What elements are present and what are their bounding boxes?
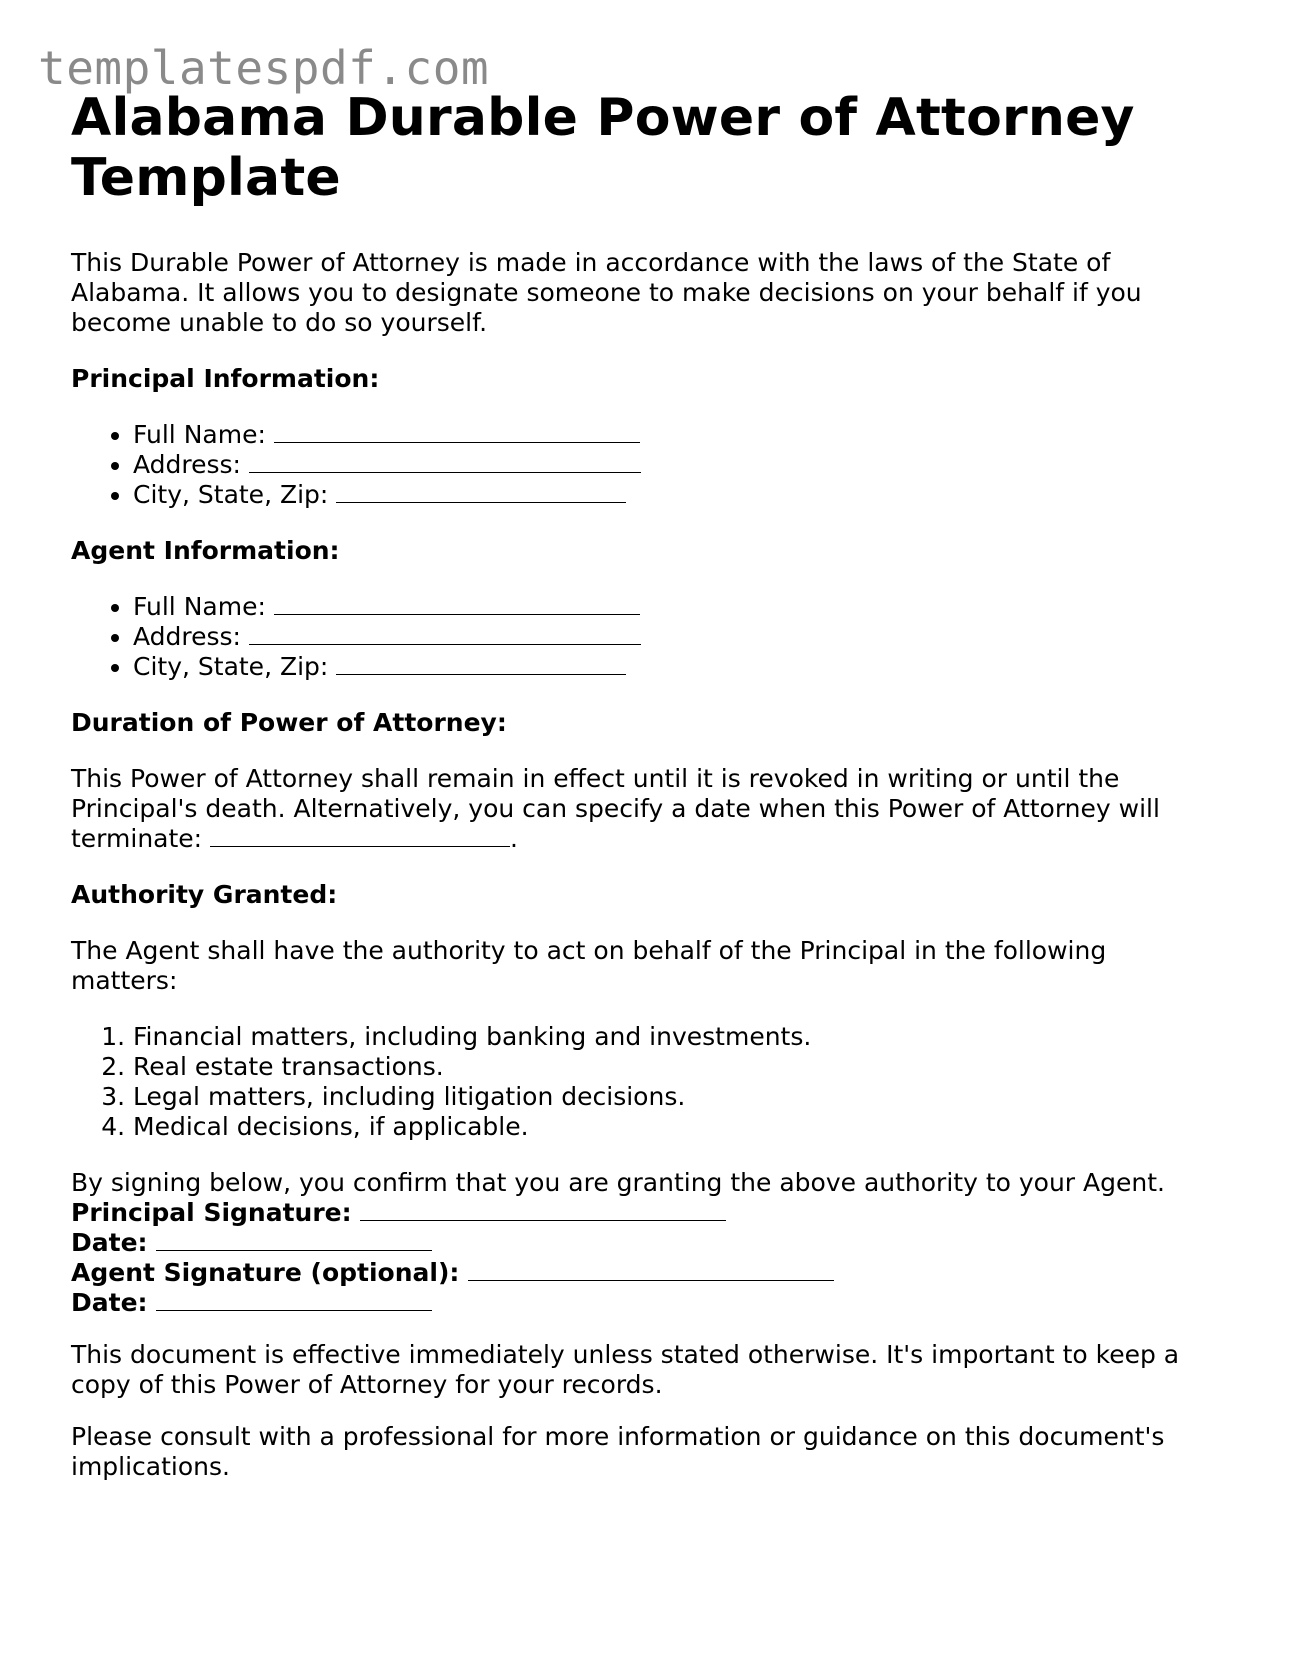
principal-address-field[interactable] [133, 450, 1231, 480]
blank-line [274, 420, 640, 443]
consult-paragraph: Please consult with a professional for more information or guidance on this document's implications. [71, 1422, 1165, 1481]
watermark: templatespdf.com [38, 41, 490, 95]
blank-line [468, 1258, 834, 1281]
blank-line [336, 652, 626, 675]
agent-full-name-field[interactable] [133, 592, 1231, 622]
authority-item: 2. Real estate transactions. [133, 1052, 1231, 1082]
authority-item: 3. Legal matters, including litigation decisions. [133, 1082, 1231, 1112]
authority-paragraph: The Agent shall have the authority to act on behalf of the Principal in the following matters: [71, 936, 1107, 995]
date-label: Date: [71, 1288, 148, 1317]
field-label: Address: [133, 450, 241, 479]
authority-item: 4. Medical decisions, if applicable. [133, 1112, 1231, 1142]
principal-date-field[interactable] [71, 1228, 1231, 1258]
blank-line [249, 450, 641, 473]
duration-heading: Duration of Power of Attorney: [71, 708, 507, 737]
principal-signature-field[interactable] [71, 1198, 1231, 1228]
field-label: Full Name: [133, 420, 266, 449]
page-title: Alabama Durable Power of Attorney Template [71, 88, 1135, 208]
principal-fields [71, 420, 1231, 510]
blank-line [249, 622, 641, 645]
principal-full-name-field[interactable] [133, 420, 1231, 450]
date-label: Date: [71, 1228, 148, 1257]
duration-text: This Power of Attorney shall remain in effect until it is revoked in writing or until the Principal's death. Alternatively, you can specify a date when this Power of Attorney will terminate: [71, 764, 1160, 853]
field-label: Full Name: [133, 592, 266, 621]
termination-date-field[interactable] [210, 824, 510, 847]
agent-city-field[interactable] [133, 652, 1231, 682]
agent-signature-field[interactable] [71, 1258, 1231, 1288]
confirm-paragraph: By signing below, you confirm that you are granting the above authority to your Agent. [71, 1168, 1165, 1197]
duration-paragraph [71, 764, 1191, 854]
authority-list [71, 1022, 1231, 1142]
field-label: City, State, Zip: [133, 480, 329, 509]
blank-line [156, 1288, 432, 1311]
agent-signature-label: Agent Signature (optional): [71, 1258, 460, 1287]
principal-heading: Principal Information: [71, 364, 380, 393]
duration-end: . [510, 824, 518, 853]
field-label: City, State, Zip: [133, 652, 329, 681]
effective-paragraph: This document is effective immediately unless stated otherwise. It's important to keep a copy of this Power of Attorney for your records. [71, 1340, 1180, 1399]
authority-item: 1. Financial matters, including banking and investments. [133, 1022, 1231, 1052]
agent-date-field[interactable] [71, 1288, 1231, 1318]
authority-heading: Authority Granted: [71, 880, 338, 909]
intro-paragraph: This Durable Power of Attorney is made in accordance with the laws of the State of Alabama. It allows you to designate someone to make decisions on your behalf if you become unable to do so yourself. [71, 248, 1142, 337]
blank-line [274, 592, 640, 615]
field-label: Address: [133, 622, 241, 651]
agent-address-field[interactable] [133, 622, 1231, 652]
principal-city-field[interactable] [133, 480, 1231, 510]
agent-fields [71, 592, 1231, 682]
agent-heading: Agent Information: [71, 536, 340, 565]
principal-signature-label: Principal Signature: [71, 1198, 352, 1227]
blank-line [360, 1198, 726, 1221]
blank-line [336, 480, 626, 503]
document-page [71, 88, 1231, 1482]
blank-line [156, 1228, 432, 1251]
